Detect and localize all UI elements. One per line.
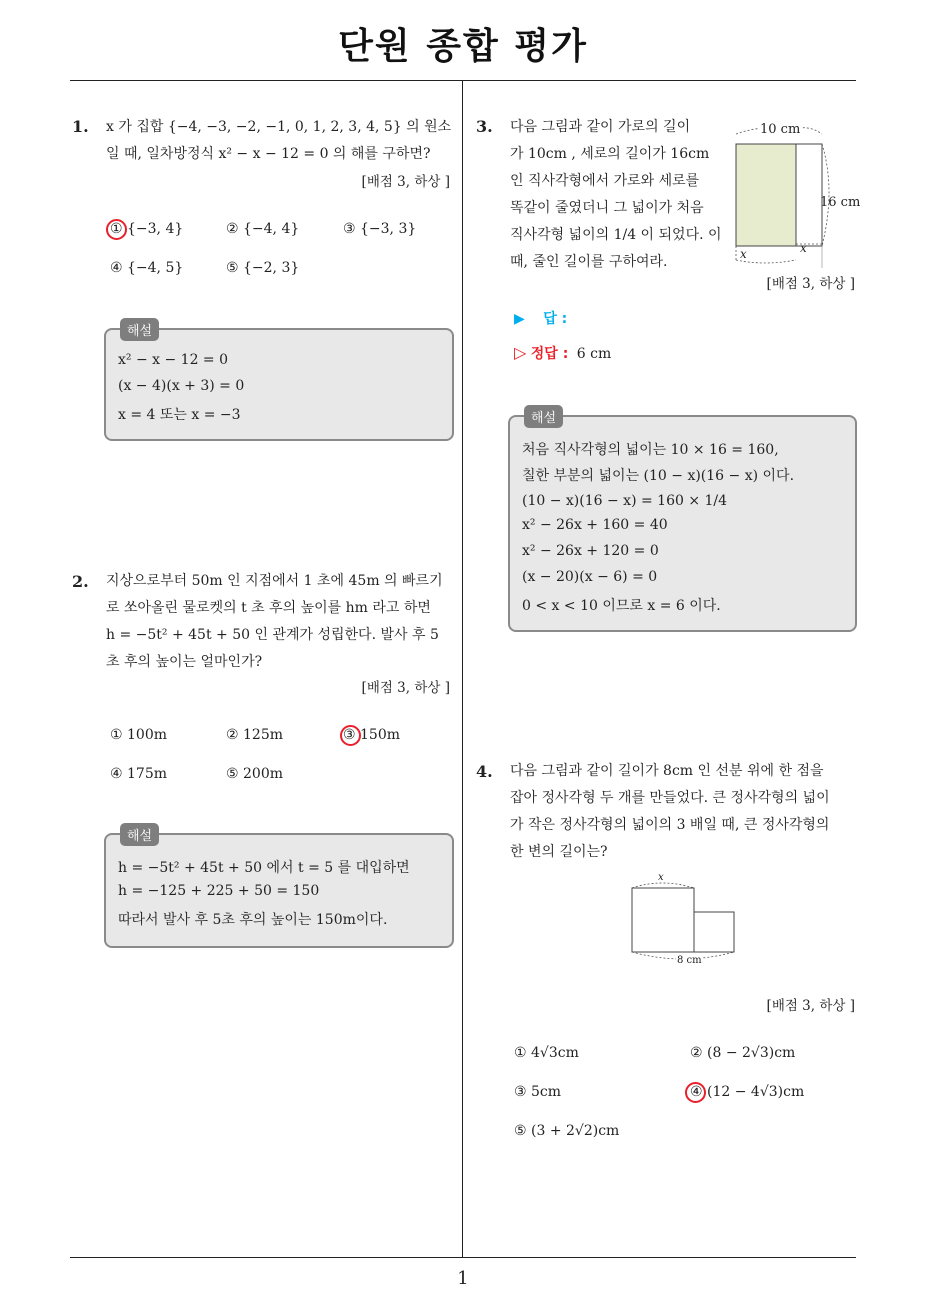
question-line: 직사각형 넓이의 1/4 이 되었다. 이 [510, 227, 722, 243]
header-rule [70, 80, 856, 81]
question-number: 4. [476, 762, 493, 781]
question-line: 가 작은 정사각형의 넓이의 3 배일 때, 큰 정사각형의 [510, 817, 830, 833]
solution-box [104, 324, 454, 441]
option-5[interactable]: ⑤ (3 + 2√2)cm [514, 1123, 620, 1139]
question-text [106, 114, 456, 168]
question-text [510, 758, 860, 866]
option-4[interactable]: ④ (12 − 4√3)cm [690, 1084, 805, 1100]
solution-line: 0 < x < 10 이므로 x = 6 이다. [522, 598, 721, 614]
option-3[interactable]: ③ 150m [343, 727, 400, 743]
rectangle-figure [728, 120, 861, 268]
option-4[interactable]: ④ 175m [110, 766, 167, 782]
question-line: 초 후의 높이는 얼마인가? [106, 654, 263, 670]
solution-line: (10 − x)(16 − x) = 160 × 1/4 [522, 493, 728, 509]
solution-line: 따라서 발사 후 5초 후의 높이는 150m이다. [118, 912, 388, 928]
solution-line: 칠한 부분의 넓이는 (10 − x)(16 − x) 이다. [522, 468, 795, 484]
option-1[interactable]: ① {−3, 4} [110, 221, 184, 237]
squares-figure [626, 872, 738, 968]
question-line: 다음 그림과 같이 길이가 8cm 인 선분 위에 한 점을 [510, 763, 824, 779]
solution-tag: 해설 [120, 318, 159, 341]
solution-line: x² − x − 12 = 0 [118, 352, 229, 368]
question-line: 한 변의 길이는? [510, 844, 608, 860]
option-3[interactable]: ③ 5cm [514, 1084, 562, 1100]
option-1[interactable]: ① 4√3cm [514, 1045, 579, 1061]
solution-line: (x − 20)(x − 6) = 0 [522, 569, 658, 585]
score-label: [배점 3, 하상 ] [361, 174, 450, 190]
solution-tag: 해설 [120, 823, 159, 846]
outline-arrow-icon: ▷ [514, 343, 527, 362]
play-arrow-icon: ▶ [514, 311, 525, 327]
score-label: [배점 3, 하상 ] [361, 680, 450, 696]
question-line: 로 쏘아올린 물로켓의 t 초 후의 높이를 hm 라고 하면 [106, 600, 431, 616]
solution-line: x = 4 또는 x = −3 [118, 407, 241, 423]
page-number: 1 [457, 1268, 469, 1289]
option-5[interactable]: ⑤ {−2, 3} [226, 260, 300, 276]
question-line: x 가 집합 {−4, −3, −2, −1, 0, 1, 2, 3, 4, 5} 의 원소 [106, 119, 452, 135]
solution-line: 처음 직사각형의 넓이는 10 × 16 = 160, [522, 442, 779, 458]
solution-box [104, 829, 454, 948]
option-1[interactable]: ① 100m [110, 727, 167, 743]
solution-box [508, 411, 857, 632]
answer-label: 답 : [543, 311, 568, 327]
page-title: 단원 종합 평가 [338, 26, 588, 67]
height-label: 16 cm [820, 195, 861, 210]
question-line: 똑같이 줄였더니 그 넓이가 처음 [510, 200, 704, 216]
option-3[interactable]: ③ {−3, 3} [343, 221, 417, 237]
answer-row [514, 308, 567, 328]
question-line: 일 때, 일차방정식 x² − x − 12 = 0 의 해를 구하면? [106, 146, 431, 162]
score-label: [배점 3, 하상 ] [766, 998, 855, 1014]
segment-length-label: 8 cm [677, 955, 702, 966]
option-2[interactable]: ② (8 − 2√3)cm [690, 1045, 796, 1061]
solution-line: x² − 26x + 160 = 40 [522, 517, 668, 533]
question-number: 1. [72, 117, 89, 136]
question-line: 잡아 정사각형 두 개를 만들었다. 큰 정사각형의 넓이 [510, 790, 830, 806]
correct-answer-value: 6 cm [576, 346, 612, 362]
score-label: [배점 3, 하상 ] [766, 276, 855, 292]
solution-line: h = −5t² + 45t + 50 에서 t = 5 를 대입하면 [118, 860, 410, 876]
solution-line: h = −125 + 225 + 50 = 150 [118, 883, 320, 899]
question-line: 지상으로부터 50m 인 지점에서 1 초에 45m 의 빠르기 [106, 573, 443, 589]
question-line: 가 10cm , 세로의 길이가 16cm [510, 146, 710, 162]
answer-circle-mark [685, 1082, 706, 1103]
option-2[interactable]: ② 125m [226, 727, 283, 743]
answer-circle-mark [106, 219, 127, 240]
question-line: h = −5t² + 45t + 50 인 관계가 성립한다. 발사 후 5 [106, 627, 439, 643]
solution-line: x² − 26x + 120 = 0 [522, 543, 659, 559]
question-line: 다음 그림과 같이 가로의 길이 [510, 119, 691, 135]
answer-circle-mark [340, 725, 361, 746]
option-2[interactable]: ② {−4, 4} [226, 221, 300, 237]
question-number: 3. [476, 117, 493, 136]
correct-answer-row [514, 343, 611, 363]
option-5[interactable]: ⑤ 200m [226, 766, 283, 782]
question-text [510, 114, 725, 276]
square-top-label: x [658, 872, 664, 883]
width-label: 10 cm [760, 122, 801, 137]
footer-rule [70, 1257, 856, 1258]
option-4[interactable]: ④ {−4, 5} [110, 260, 184, 276]
x-label-bottom: x [740, 247, 747, 261]
solution-line: (x − 4)(x + 3) = 0 [118, 378, 245, 394]
question-line: 인 직사각형에서 가로와 세로를 [510, 173, 700, 189]
question-text [106, 568, 458, 676]
question-line: 때, 줄인 길이를 구하여라. [510, 254, 668, 270]
correct-answer-label: 정답 : [530, 346, 569, 362]
question-number: 2. [72, 572, 89, 591]
x-label-right: x [800, 241, 807, 255]
column-divider [462, 80, 463, 1257]
solution-tag: 해설 [524, 405, 563, 428]
